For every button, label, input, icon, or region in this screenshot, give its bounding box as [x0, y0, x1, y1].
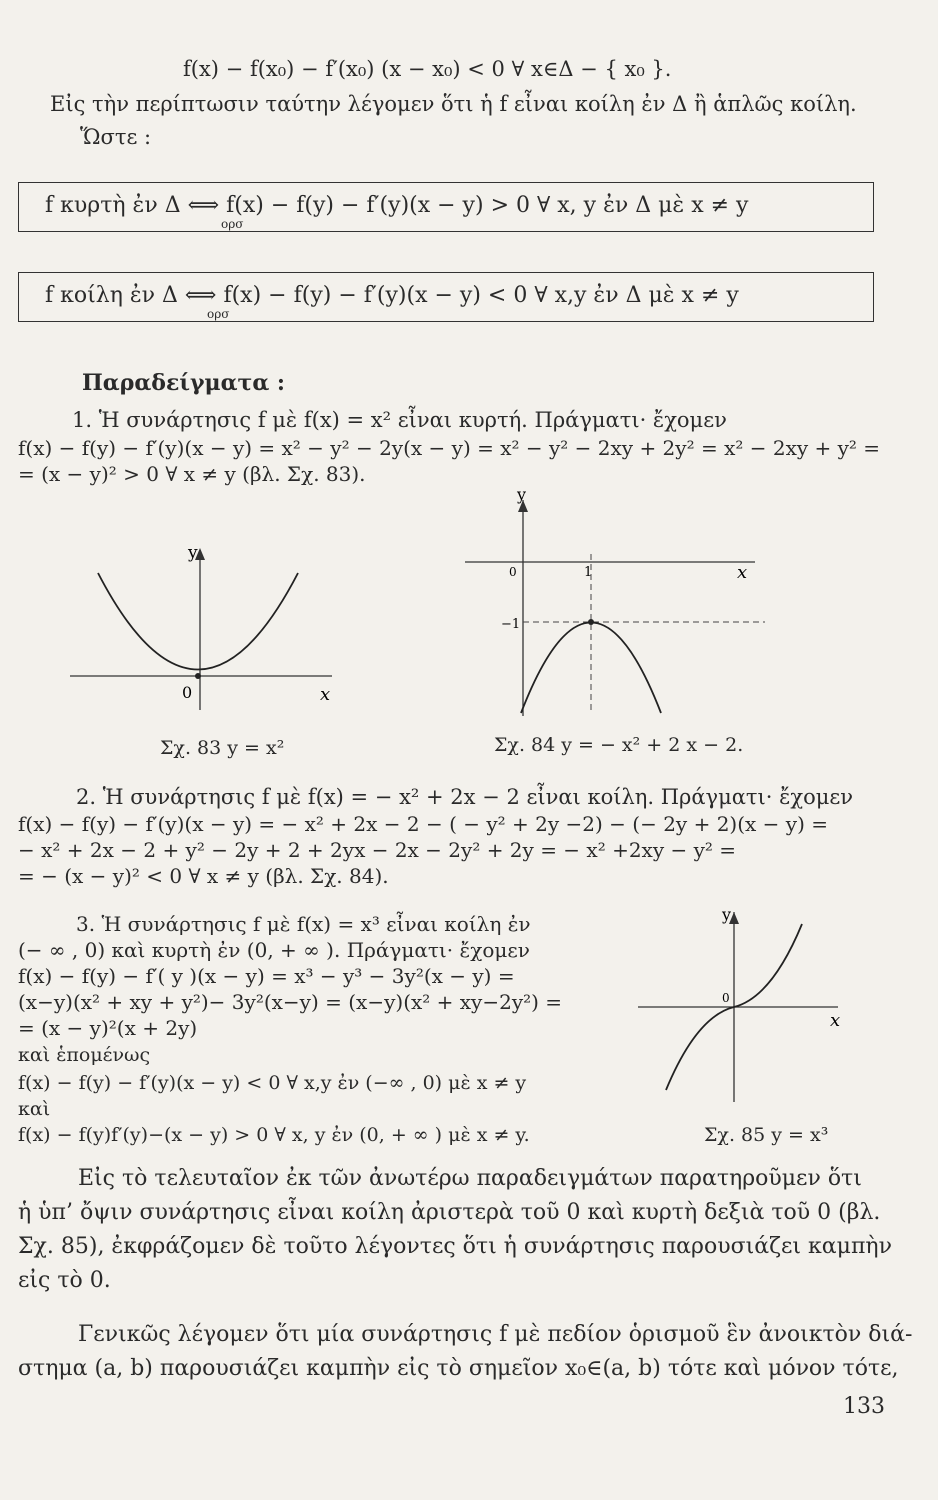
figure-84-plot — [465, 488, 785, 728]
example-2-title: 2. Ἡ συνάρτησις f μὲ f(x) = − x² + 2x − 2 εἶναι κοίλη. Πράγματι· ἔχομεν — [76, 785, 854, 809]
example-3-line: (− ∞ , 0) καὶ κυρτὴ ἐν (0, + ∞ ). Πράγματι· ἔχομεν — [18, 938, 530, 962]
y-axis-label: y — [722, 905, 732, 924]
paragraph-line: Εἰς τὸ τελευταῖον ἐκ τῶν ἀνωτέρω παραδειγμάτων παρατηροῦμεν ὅτι — [78, 1166, 862, 1191]
example-3-line: f(x) − f(y) − f′( y )(x − y) = x³ − y³ − 3y²(x − y) = — [18, 964, 515, 988]
vertex-point — [195, 673, 201, 679]
origin-label: 0 — [509, 565, 517, 579]
paragraph-line: στημα (a, b) παρουσιάζει καμπὴν εἰς τὸ σημεῖον x₀∈(a, b) τότε καὶ μόνον τότε, — [18, 1356, 899, 1381]
figure-85-caption: Σχ. 85 y = x³ — [704, 1124, 829, 1146]
example-1-line: = (x − y)² > 0 ∀ x ≠ y (βλ. Σχ. 83). — [18, 462, 366, 486]
example-3-line: f(x) − f(y)f′(y)−(x − y) > 0 ∀ x, y ἐν (0, + ∞ ) μὲ x ≠ y. — [18, 1124, 530, 1146]
example-1-line: f(x) − f(y) − f′(y)(x − y) = x² − y² − 2y(x − y) = x² − y² − 2xy + 2y² = x² − 2xy + y² = — [18, 436, 881, 460]
text-line: Εἰς τὴν περίπτωσιν ταύτην λέγομεν ὅτι ἡ f εἶναι κοίλη ἐν Δ ἢ ἁπλῶς κοίλη. — [50, 92, 857, 116]
tick-label-y: −1 — [501, 617, 521, 632]
x-axis-label: x — [320, 684, 331, 705]
definition-box-convex — [18, 182, 874, 232]
parabola-curve — [98, 573, 298, 670]
x-axis-label: x — [830, 1010, 841, 1031]
example-2-line: = − (x − y)² < 0 ∀ x ≠ y (βλ. Σχ. 84). — [18, 864, 389, 888]
definition-concave: f κοίλη ἐν Δ ⟺ f(x) − f(y) − f′(y)(x − y) < 0 ∀ x,y ἐν Δ μὲ x ≠ y — [45, 283, 739, 308]
paragraph-line: ἡ ὑπ’ ὄψιν συνάρτησις εἶναι κοίλη ἀριστερὰ τοῦ 0 καὶ κυρτὴ δεξιὰ τοῦ 0 (βλ. — [18, 1200, 881, 1225]
text-line: Ὥστε : — [80, 125, 152, 149]
origin-label: 0 — [182, 683, 193, 702]
example-3-line: f(x) − f(y) − f′(y)(x − y) < 0 ∀ x,y ἐν (−∞ , 0) μὲ x ≠ y — [18, 1072, 527, 1094]
figure-85-plot — [638, 902, 878, 1112]
inequality-line: f(x) − f(x₀) − f′(x₀) (x − x₀) < 0 ∀ x∈Δ − { x₀ }. — [183, 57, 672, 81]
y-axis-label: y — [517, 488, 527, 504]
example-2-line: f(x) − f(y) − f′(y)(x − y) = − x² + 2x − 2 − ( − y² + 2y −2) − (− 2y + 2)(x − y) = — [18, 812, 828, 836]
definition-symbol: ορσ — [207, 307, 230, 321]
definition-box-concave — [18, 272, 874, 322]
page-number: 133 — [843, 1394, 885, 1419]
paragraph-line: Γενικῶς λέγομεν ὅτι μία συνάρτησις f μὲ πεδίον ὁρισμοῦ ἓν ἀνοικτὸν διά- — [78, 1322, 913, 1347]
figure-83-caption: Σχ. 83 y = x² — [160, 737, 285, 759]
vertex-point — [588, 619, 594, 625]
example-1-title: 1. Ἡ συνάρτησις f μὲ f(x) = x² εἶναι κυρτή. Πράγματι· ἔχομεν — [72, 408, 727, 432]
example-3-line: καὶ — [18, 1098, 51, 1120]
origin-label: 0 — [722, 991, 730, 1005]
tick-label-x: 1 — [584, 565, 593, 580]
paragraph-line: Σχ. 85), ἐκφράζομεν δὲ τοῦτο λέγοντες ὅτι ἡ συνάρτησις παρουσιάζει καμπὴν — [18, 1234, 892, 1259]
x-axis-label: x — [737, 562, 748, 583]
definition-symbol: ορσ — [221, 217, 244, 231]
y-axis-label: y — [188, 543, 198, 563]
figure-84-caption: Σχ. 84 y = − x² + 2 x − 2. — [494, 734, 744, 756]
example-3-line: (x−y)(x² + xy + y²)− 3y²(x−y) = (x−y)(x² + xy−2y²) = — [18, 990, 563, 1014]
example-3-line: = (x − y)²(x + 2y) — [18, 1016, 198, 1040]
definition-convex: f κυρτὴ ἐν Δ ⟺ f(x) − f(y) − f′(y)(x − y) > 0 ∀ x, y ἐν Δ μὲ x ≠ y — [45, 193, 749, 218]
section-heading: Παραδείγματα : — [82, 370, 286, 396]
example-3-title: 3. Ἡ συνάρτησις f μὲ f(x) = x³ εἶναι κοίλη ἐν — [76, 912, 531, 936]
paragraph-line: εἰς τὸ 0. — [18, 1268, 111, 1293]
example-2-line: − x² + 2x − 2 + y² − 2y + 2 + 2yx − 2x − 2y² + 2y = − x² +2xy − y² = — [18, 838, 737, 862]
example-3-line: καὶ ἑπομένως — [18, 1044, 151, 1066]
figure-83-plot — [70, 540, 370, 720]
